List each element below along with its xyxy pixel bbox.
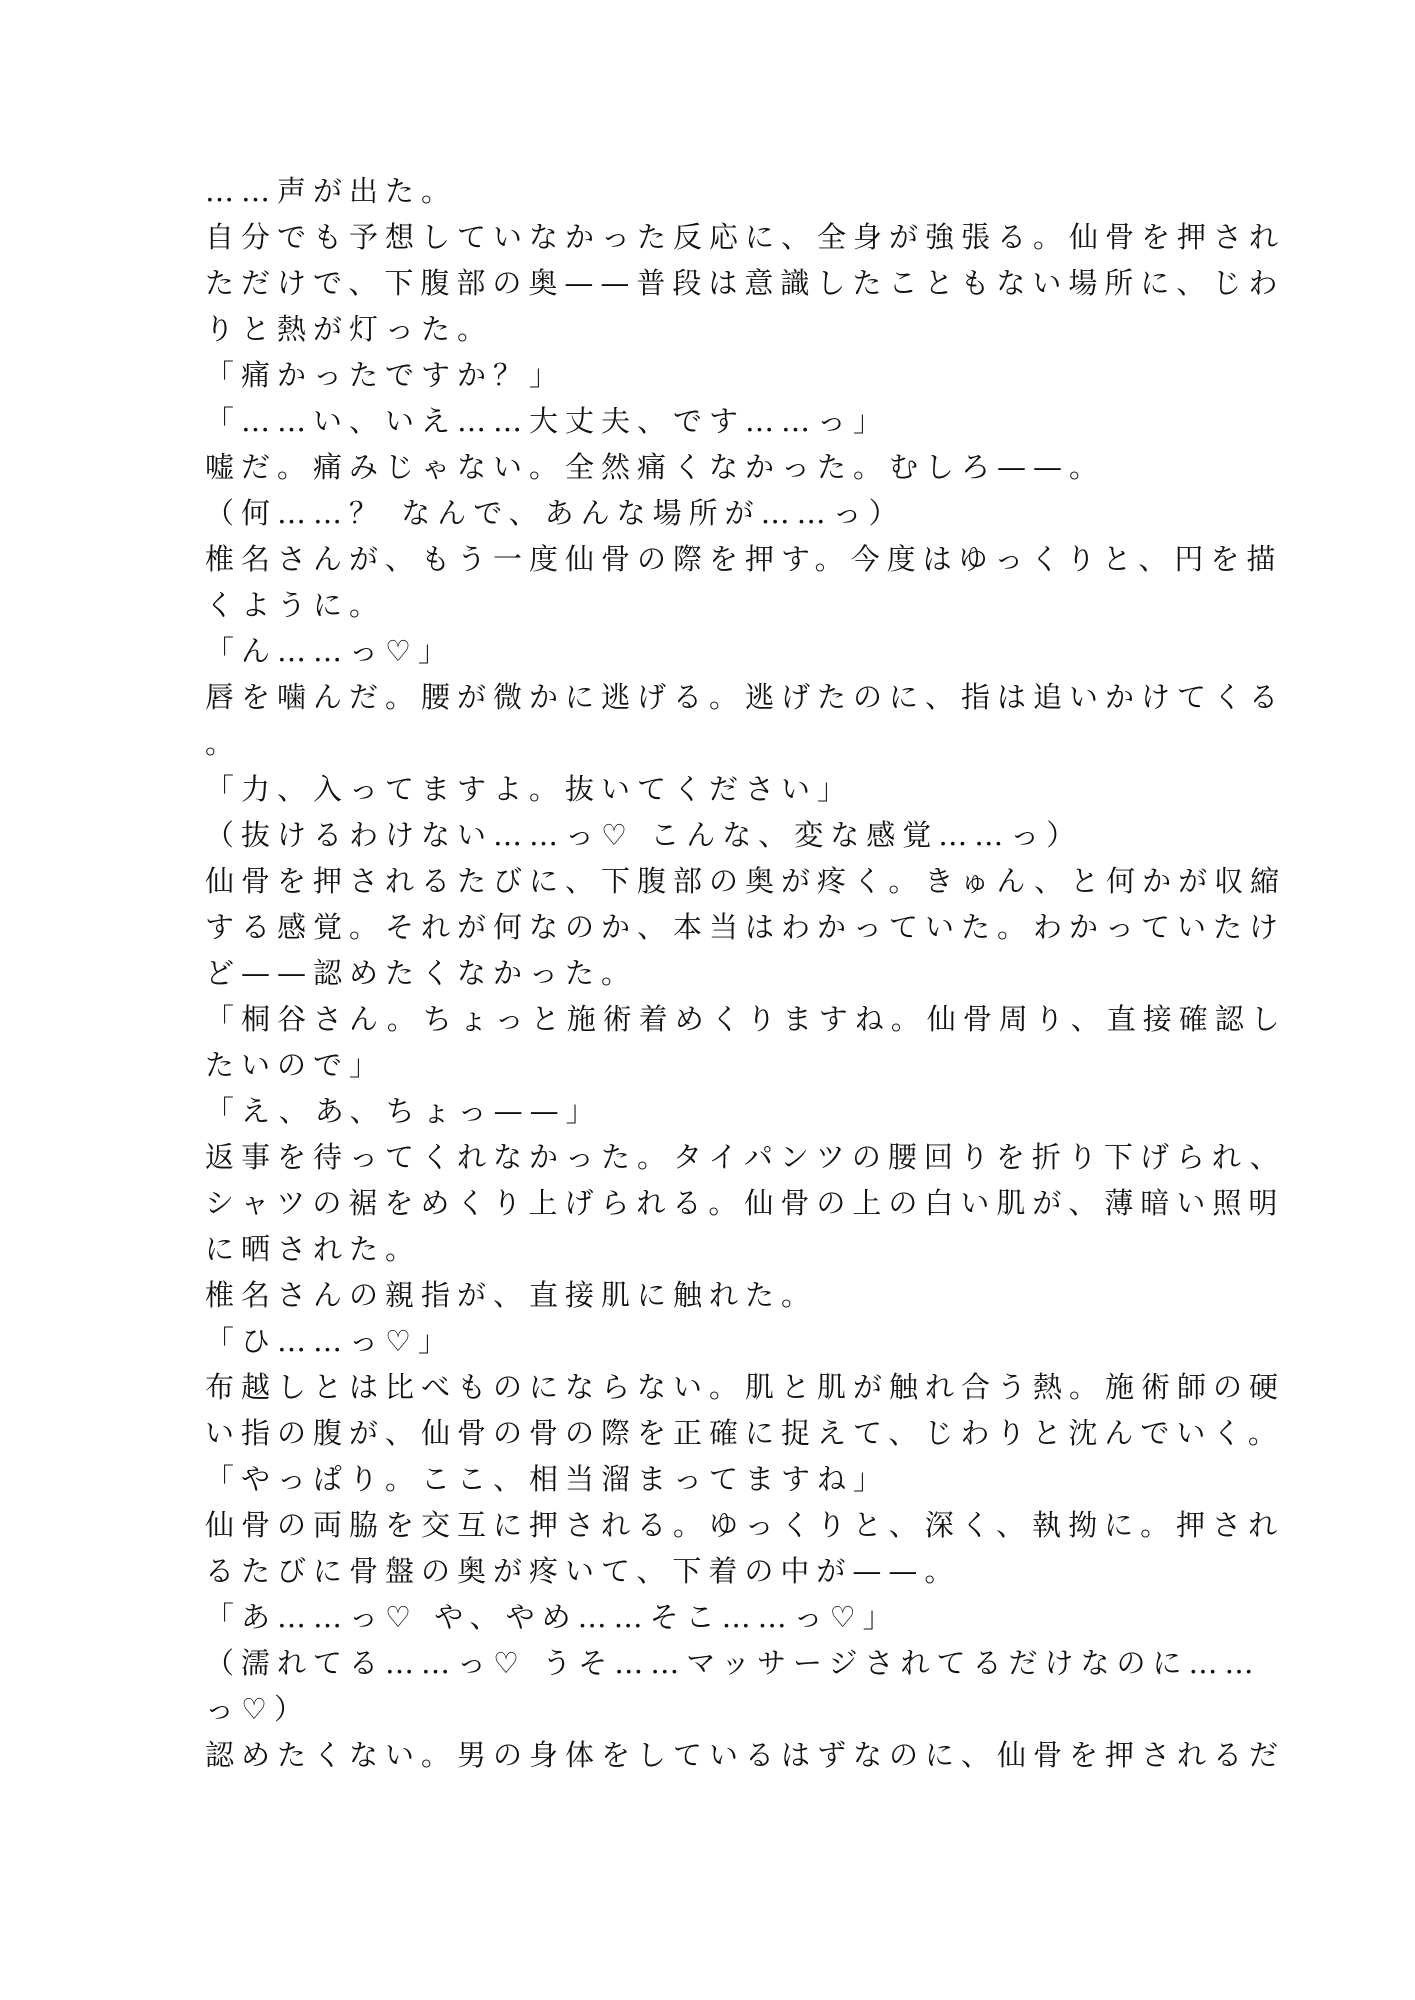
text-line: 椎名さんが、もう一度仙骨の際を押す。今度はゆっくりと、円を描 (205, 542, 1283, 576)
text-line: ……声が出た。 (205, 174, 458, 208)
text-line: たいので」 (205, 1048, 386, 1082)
text-line: 布越しとは比べものにならない。肌と肌が触れ合う熱。施術師の硬 (205, 1370, 1286, 1404)
text-line: っ♡） (205, 1692, 310, 1726)
text-line: 自分でも予想していなかった反応に、全身が強張る。仙骨を押され (205, 220, 1286, 254)
text-line: 嘘だ。痛みじゃない。全然痛くなかった。むしろ——。 (205, 450, 1106, 484)
text-line: 唇を噛んだ。腰が微かに逃げる。逃げたのに、指は追いかけてくる (205, 680, 1286, 714)
text-line: 「あ……っ♡ や、やめ……そこ……っ♡」 (205, 1600, 899, 1634)
text-line: （濡れてる……っ♡ うそ……マッサージされてるだけなのに…… (205, 1646, 1261, 1680)
text-line: に晒された。 (205, 1232, 422, 1266)
text-line: るたびに骨盤の奥が疼いて、下着の中が——。 (205, 1554, 961, 1588)
text-line: 返事を待ってくれなかった。タイパンツの腰回りを折り下げられ、 (205, 1140, 1286, 1174)
text-line: 。 (205, 726, 242, 760)
text-line: りと熱が灯った。 (205, 312, 494, 346)
text-line: シャツの裾をめくり上げられる。仙骨の上の白い肌が、薄暗い照明 (205, 1186, 1285, 1220)
text-line: 認めたくない。男の身体をしているはずなのに、仙骨を押されるだ (205, 1738, 1286, 1772)
text-line: （抜けるわけない……っ♡ こんな、変な感覚……っ） (205, 818, 1083, 852)
text-line: い指の腹が、仙骨の骨の際を正確に捉えて、じわりと沈んでいく。 (205, 1416, 1284, 1450)
text-line: 「力、入ってますよ。抜いてください」 (205, 772, 854, 806)
body-text (205, 168, 1287, 1778)
text-line: （何……？ なんで、あんな場所が……っ） (205, 496, 905, 530)
text-line: する感覚。それが何なのか、本当はわかっていた。わかっていたけ (205, 910, 1286, 944)
text-line: 「やっぱり。ここ、相当溜まってますね」 (205, 1462, 890, 1496)
text-line: 「ん……っ♡」 (205, 634, 454, 668)
text-line: 「痛かったですか？」 (205, 358, 566, 392)
text-line: 「え、あ、ちょっ——」 (205, 1094, 602, 1128)
text-line: 仙骨の両脇を交互に押される。ゆっくりと、深く、執拗に。押され (205, 1508, 1285, 1542)
text-line: 「桐谷さん。ちょっと施術着めくりますね。仙骨周り、直接確認し (205, 1002, 1287, 1036)
text-line: 「……い、いえ……大丈夫、です……っ」 (205, 404, 890, 438)
text-line: 仙骨を押されるたびに、下腹部の奥が疼く。きゅん、と何かが収縮 (205, 864, 1287, 898)
text-line: ただけで、下腹部の奥——普段は意識したこともない場所に、じわ (205, 266, 1285, 300)
text-line: 椎名さんの親指が、直接肌に触れた。 (205, 1278, 818, 1312)
text-line: くように。 (205, 588, 386, 622)
text-line: 「ひ……っ♡」 (205, 1324, 454, 1358)
text-line: ど——認めたくなかった。 (205, 956, 638, 990)
